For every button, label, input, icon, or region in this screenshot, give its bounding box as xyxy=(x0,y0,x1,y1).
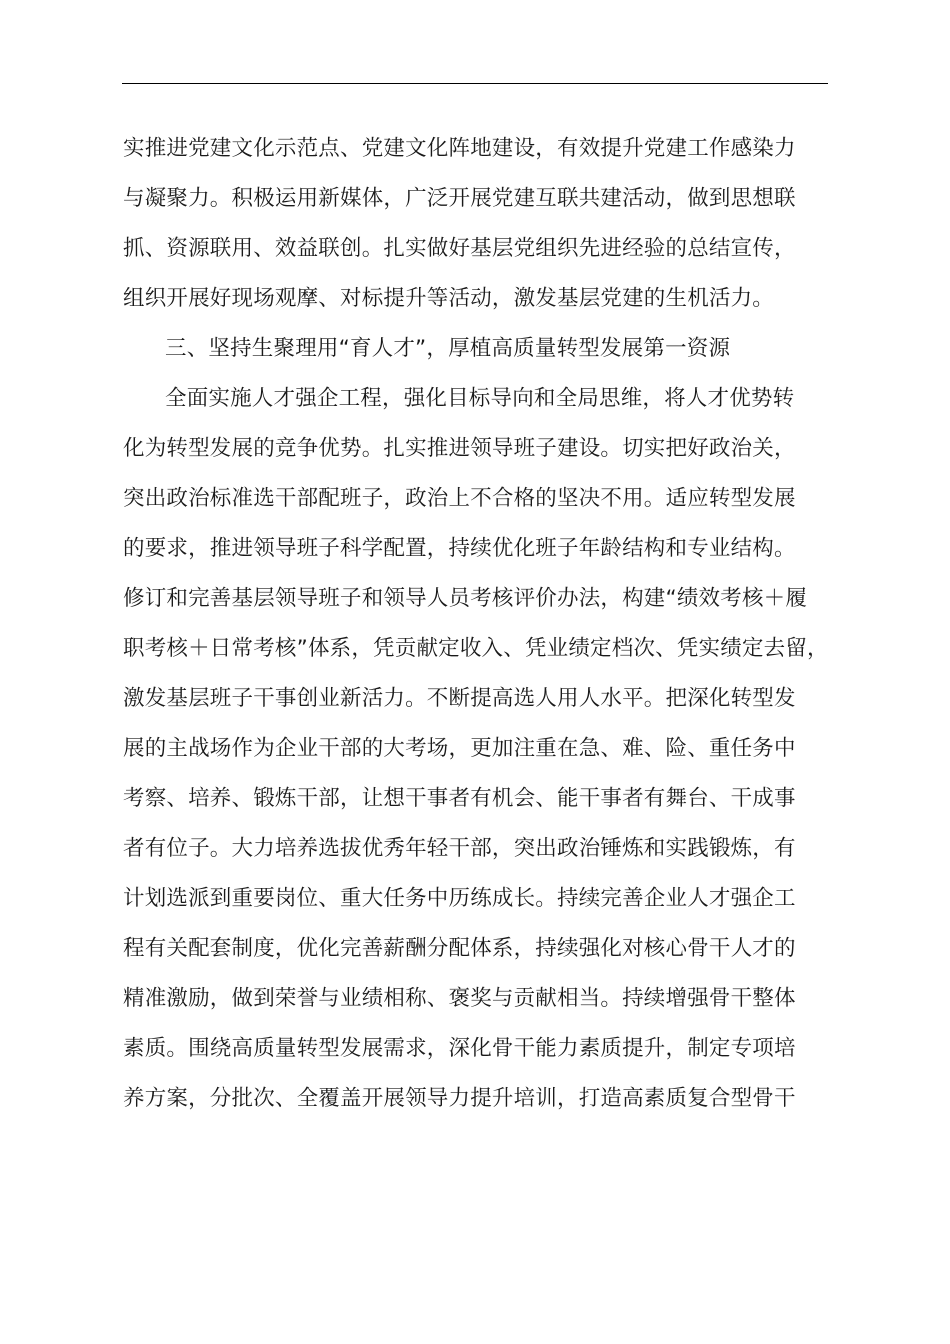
text-line: 考察、培养、锻炼干部，让想干事者有机会、能干事者有舞台、干成事 xyxy=(123,786,796,811)
text-line: 者有位子。大力培养选拔优秀年轻干部，突出政治锤炼和实践锻炼，有 xyxy=(123,836,796,861)
text-line: 组织开展好现场观摩、对标提升等活动，激发基层党建的生机活力。 xyxy=(123,286,775,311)
text-line: 激发基层班子干事创业新活力。不断提高选人用人水平。把深化转型发 xyxy=(123,686,796,711)
document-body xyxy=(123,124,863,1124)
header-rule xyxy=(122,83,828,84)
text-line: 突出政治标准选干部配班子，政治上不合格的坚决不用。适应转型发展 xyxy=(123,486,796,511)
text-line: 程有关配套制度，优化完善薪酬分配体系，持续强化对核心骨干人才的 xyxy=(123,936,796,961)
text-line: 实推进党建文化示范点、党建文化阵地建设，有效提升党建工作感染力 xyxy=(123,136,796,161)
text-line: 展的主战场作为企业干部的大考场，更加注重在急、难、险、重任务中 xyxy=(123,736,796,761)
text-line: 修订和完善基层领导班子和领导人员考核评价办法，构建“绩效考核＋履 xyxy=(123,586,808,611)
text-line: 化为转型发展的竞争优势。扎实推进领导班子建设。切实把好政治关， xyxy=(123,436,796,461)
text-line: 精准激励，做到荣誉与业绩相称、褒奖与贡献相当。持续增强骨干整体 xyxy=(123,986,796,1011)
paragraph-first-line: 全面实施人才强企工程，强化目标导向和全局思维，将人才优势转 xyxy=(165,386,795,411)
text-line: 的要求，推进领导班子科学配置，持续优化班子年龄结构和专业结构。 xyxy=(123,536,796,561)
text-line: 与凝聚力。积极运用新媒体，广泛开展党建互联共建活动，做到思想联 xyxy=(123,186,796,211)
text-line: 抓、资源联用、效益联创。扎实做好基层党组织先进经验的总结宣传， xyxy=(123,236,796,261)
text-line: 养方案，分批次、全覆盖开展领导力提升培训，打造高素质复合型骨干 xyxy=(123,1086,796,1111)
text-line: 计划选派到重要岗位、重大任务中历练成长。持续完善企业人才强企工 xyxy=(123,886,796,911)
text-line: 素质。围绕高质量转型发展需求，深化骨干能力素质提升，制定专项培 xyxy=(123,1036,796,1061)
section-heading: 三、坚持生聚理用“育人才”，厚植高质量转型发展第一资源 xyxy=(165,336,731,361)
text-line: 职考核＋日常考核”体系，凭贡献定收入、凭业绩定档次、凭实绩定去留， xyxy=(123,636,829,661)
